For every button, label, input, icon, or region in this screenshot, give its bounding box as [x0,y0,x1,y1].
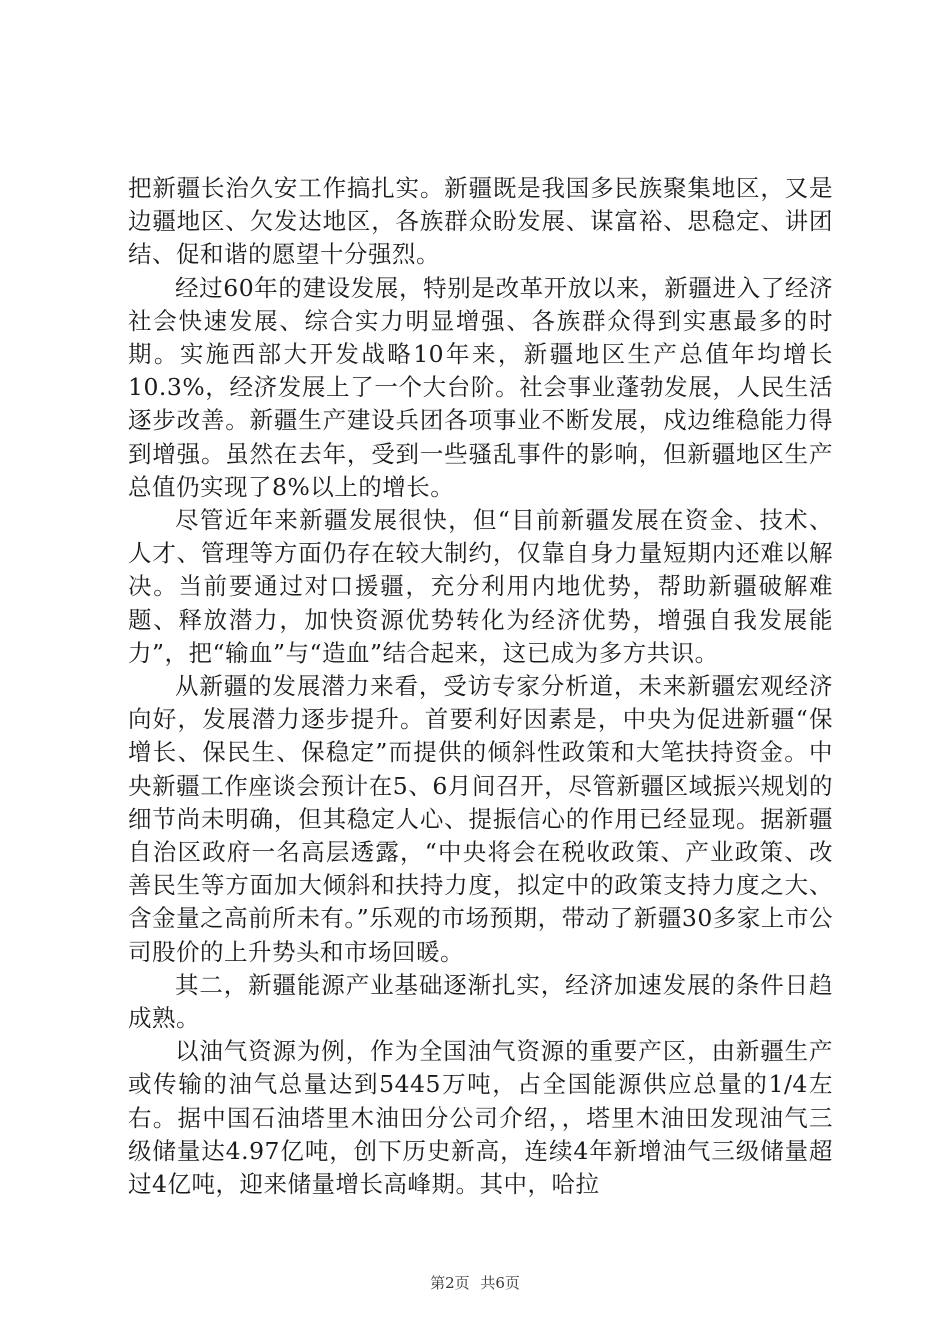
paragraph-2: 经过60年的建设发展，特别是改革开放以来，新疆进入了经济社会快速发展、综合实力明显增强、各族群众得到实惠最多的时期。实施西部大开发战略10年来，新疆地区生产总值年均增长10.3%，经济发展上了一个大台阶。社会事业蓬勃发展，人民生活逐步改善。新疆生产建设兵团各项事业不断发展，戍边维稳能力得到增强。虽然在去年，受到一些骚乱事件的影响，但新疆地区生产总值仍实现了8%以上的增长。 [128,273,833,501]
page-total: 共6页 [480,1274,520,1292]
paragraph-6: 以油气资源为例，作为全国油气资源的重要产区，由新疆生产或传输的油气总量达到5445万吨，占全国能源供应总量的1/4左右。据中国石油塔里木油田分公司介绍，，塔里木油田发现油气三级储量达4.97亿吨，创下历史新高，连续4年新增油气三级储量超过4亿吨，迎来储量增长高峰期。其中，哈拉 [128,1037,833,1199]
page-footer [0,1272,950,1293]
paragraph-4: 从新疆的发展潜力来看，受访专家分析道，未来新疆宏观经济向好，发展潜力逐步提升。首要利好因素是，中央为促进新疆“保增长、保民生、保稳定”而提供的倾斜性政策和大笔扶持资金。中央新疆工作座谈会预计在5、6月间召开，尽管新疆区域振兴规划的细节尚未明确，但其稳定人心、提振信心的作用已经显现。据新疆自治区政府一名高层透露，“中央将会在税收政策、产业政策、改善民生等方面加大倾斜和扶持力度，拟定中的政策支持力度之大、含金量之高前所未有。”乐观的市场预期，带动了新疆30多家上市公司股价的上升势头和市场回暖。 [128,672,833,966]
page-number: 第2页 [430,1274,470,1292]
paragraph-3: 尽管近年来新疆发展很快，但“目前新疆发展在资金、技术、人才、管理等方面仍存在较大制约，仅靠自身力量短期内还难以解决。当前要通过对口援疆，充分利用内地优势，帮助新疆破解难题、释放潜力，加快资源优势转化为经济优势，增强自我发展能力”，把“输血”与“造血”结合起来，这已成为多方共识。 [128,506,833,667]
paragraph-1: 把新疆长治久安工作搞扎实。新疆既是我国多民族聚集地区，又是边疆地区、欠发达地区，各族群众盼发展、谋富裕、思稳定、讲团结、促和谐的愿望十分强烈。 [128,174,833,269]
paragraph-5: 其二，新疆能源产业基础逐渐扎实，经济加速发展的条件日趋成熟。 [128,970,833,1033]
article-body [128,172,833,1201]
